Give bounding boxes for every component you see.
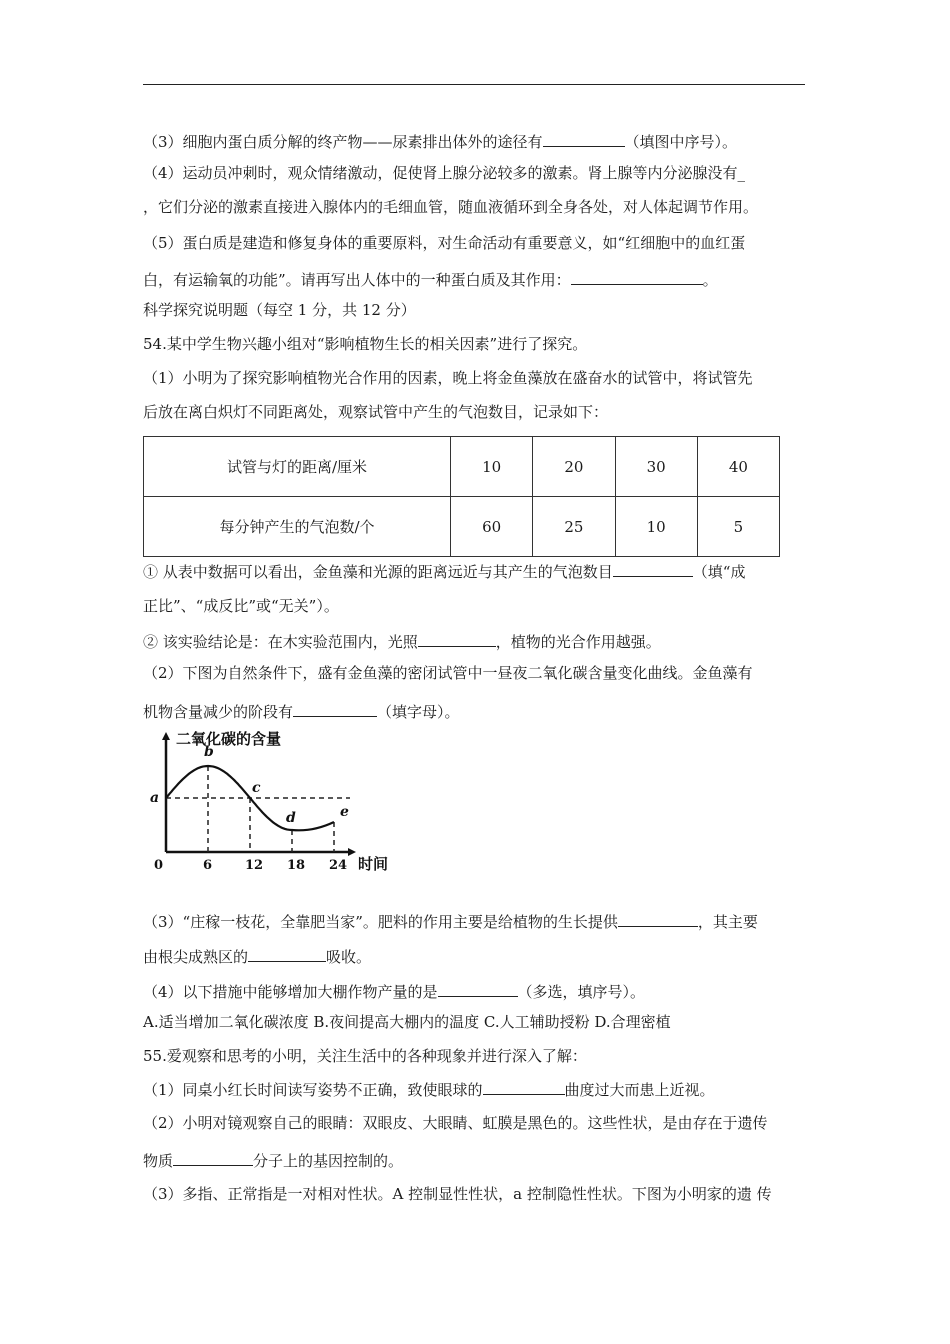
q54-part2-line1: （2）下图为自然条件下，盛有金鱼藻的密闭试管中一昼夜二氧化碳含量变化曲线。金鱼藻有 (143, 664, 753, 682)
q54-stem: 54.某中学生物兴趣小组对“影响植物生长的相关因素”进行了探究。 (143, 335, 588, 353)
table-row-label: 试管与灯的距离/厘米 (144, 437, 451, 497)
answer-blank[interactable] (613, 560, 693, 577)
q55-part2-line1: （2）小明对镜观察自己的眼睛：双眼皮、大眼睛、虹膜是黑色的。这些性状，是由存在于遗传 (143, 1114, 768, 1132)
q54-part2-line2: 机物含量减少的阶段有 （填字母）。 (143, 700, 460, 722)
answer-blank[interactable] (293, 700, 377, 717)
x-axis-label: 时间 (358, 855, 389, 873)
q53-part3: （3）细胞内蛋白质分解的终产物——尿素排出体外的途径有 （填图中序号）。 (143, 130, 737, 152)
q53-part4-line1: （4）运动员冲刺时，观众情绪激动，促使肾上腺分泌较多的激素。肾上腺等内分泌腺没有_ (143, 164, 746, 182)
q54-sub1-line2: 正比”、“成反比”或“无关”）。 (143, 597, 339, 615)
x-tick-label: 18 (287, 858, 306, 873)
x-tick-label: 6 (203, 858, 213, 873)
q54-part3-line2: 由根尖成熟区的 吸收。 (143, 945, 371, 967)
q54-sub1-line1: ① 从表中数据可以看出，金鱼藻和光源的距离远近与其产生的气泡数目 （填“成 (143, 560, 745, 582)
chart-title: 二氧化碳的含量 (176, 730, 282, 748)
answer-blank[interactable] (418, 630, 496, 647)
q53-part4-line2: ，它们分泌的激素直接进入腺体内的毛细血管，随血液循环到全身各处，对人体起调节作用。 (143, 198, 759, 216)
q53-part5-line2: 白，有运输氧的功能”。请再写出人体中的一种蛋白质及其作用： 。 (143, 268, 718, 290)
q54-sub2: ② 该实验结论是：在木实验范围内，光照 ，植物的光合作用越强。 (143, 630, 661, 652)
answer-blank[interactable] (173, 1149, 253, 1166)
section-title: 科学探究说明题（每空 1 分，共 12 分） (143, 301, 416, 319)
answer-blank[interactable] (618, 910, 698, 927)
table-cell: 20 (533, 437, 615, 497)
q54-part1-line2: 后放在离白炽灯不同距离处，观察试管中产生的气泡数目，记录如下： (143, 403, 609, 421)
table-cell: 25 (533, 497, 615, 557)
table-row (144, 437, 780, 497)
q55-part1: （1）同桌小红长时间读写姿势不正确，致使眼球的 曲度过大而患上近视。 (143, 1078, 715, 1100)
co2-chart (140, 728, 400, 878)
answer-blank[interactable] (438, 980, 518, 997)
point-label-c: c (252, 780, 261, 796)
q54-part4: （4）以下措施中能够增加大棚作物产量的是 （多选，填序号）。 (143, 980, 645, 1002)
x-tick-label: 0 (154, 858, 164, 873)
point-label-b: b (204, 744, 214, 760)
table-cell: 30 (615, 437, 697, 497)
y-axis-arrow (162, 732, 170, 740)
answer-blank[interactable] (571, 268, 703, 285)
answer-blank[interactable] (543, 130, 625, 147)
q55-part2-line2: 物质 分子上的基因控制的。 (143, 1149, 403, 1171)
q54-part3-line1: （3）“庄稼一枝花，全靠肥当家”。肥料的作用主要是给植物的生长提供 ，其主要 (143, 910, 758, 932)
x-axis-arrow (348, 848, 356, 856)
table-cell: 5 (697, 497, 779, 557)
point-label-a: a (150, 790, 160, 806)
q55-stem: 55.爱观察和思考的小明，关注生活中的各种现象并进行深入了解： (143, 1047, 587, 1065)
header-rule (143, 84, 805, 85)
table-row-label: 每分钟产生的气泡数/个 (144, 497, 451, 557)
table-cell: 10 (451, 437, 533, 497)
x-tick-label: 12 (245, 858, 264, 873)
point-label-d: d (286, 810, 296, 826)
q55-part3-line1: （3）多指、正常指是一对相对性状。A 控制显性性状，a 控制隐性性状。下图为小明家的遗 传 (143, 1185, 772, 1203)
point-label-e: e (340, 804, 349, 820)
table-row (144, 497, 780, 557)
q54-part1-line1: （1）小明为了探究影响植物光合作用的因素，晚上将金鱼藻放在盛奋水的试管中，将试管先 (143, 369, 753, 387)
answer-blank[interactable] (248, 945, 326, 962)
q53-part5-line1: （5）蛋白质是建造和修复身体的重要原料，对生命活动有重要意义，如“红细胞中的血红蛋 (143, 234, 746, 252)
x-tick-label: 24 (329, 858, 348, 873)
table-cell: 10 (615, 497, 697, 557)
table-cell: 60 (451, 497, 533, 557)
table-cell: 40 (697, 437, 779, 497)
data-table (143, 436, 780, 557)
answer-blank[interactable] (483, 1078, 565, 1095)
q54-options: A.适当增加二氧化碳浓度 B.夜间提高大棚内的温度 C.人工辅助授粉 D.合理密植 (143, 1013, 671, 1031)
